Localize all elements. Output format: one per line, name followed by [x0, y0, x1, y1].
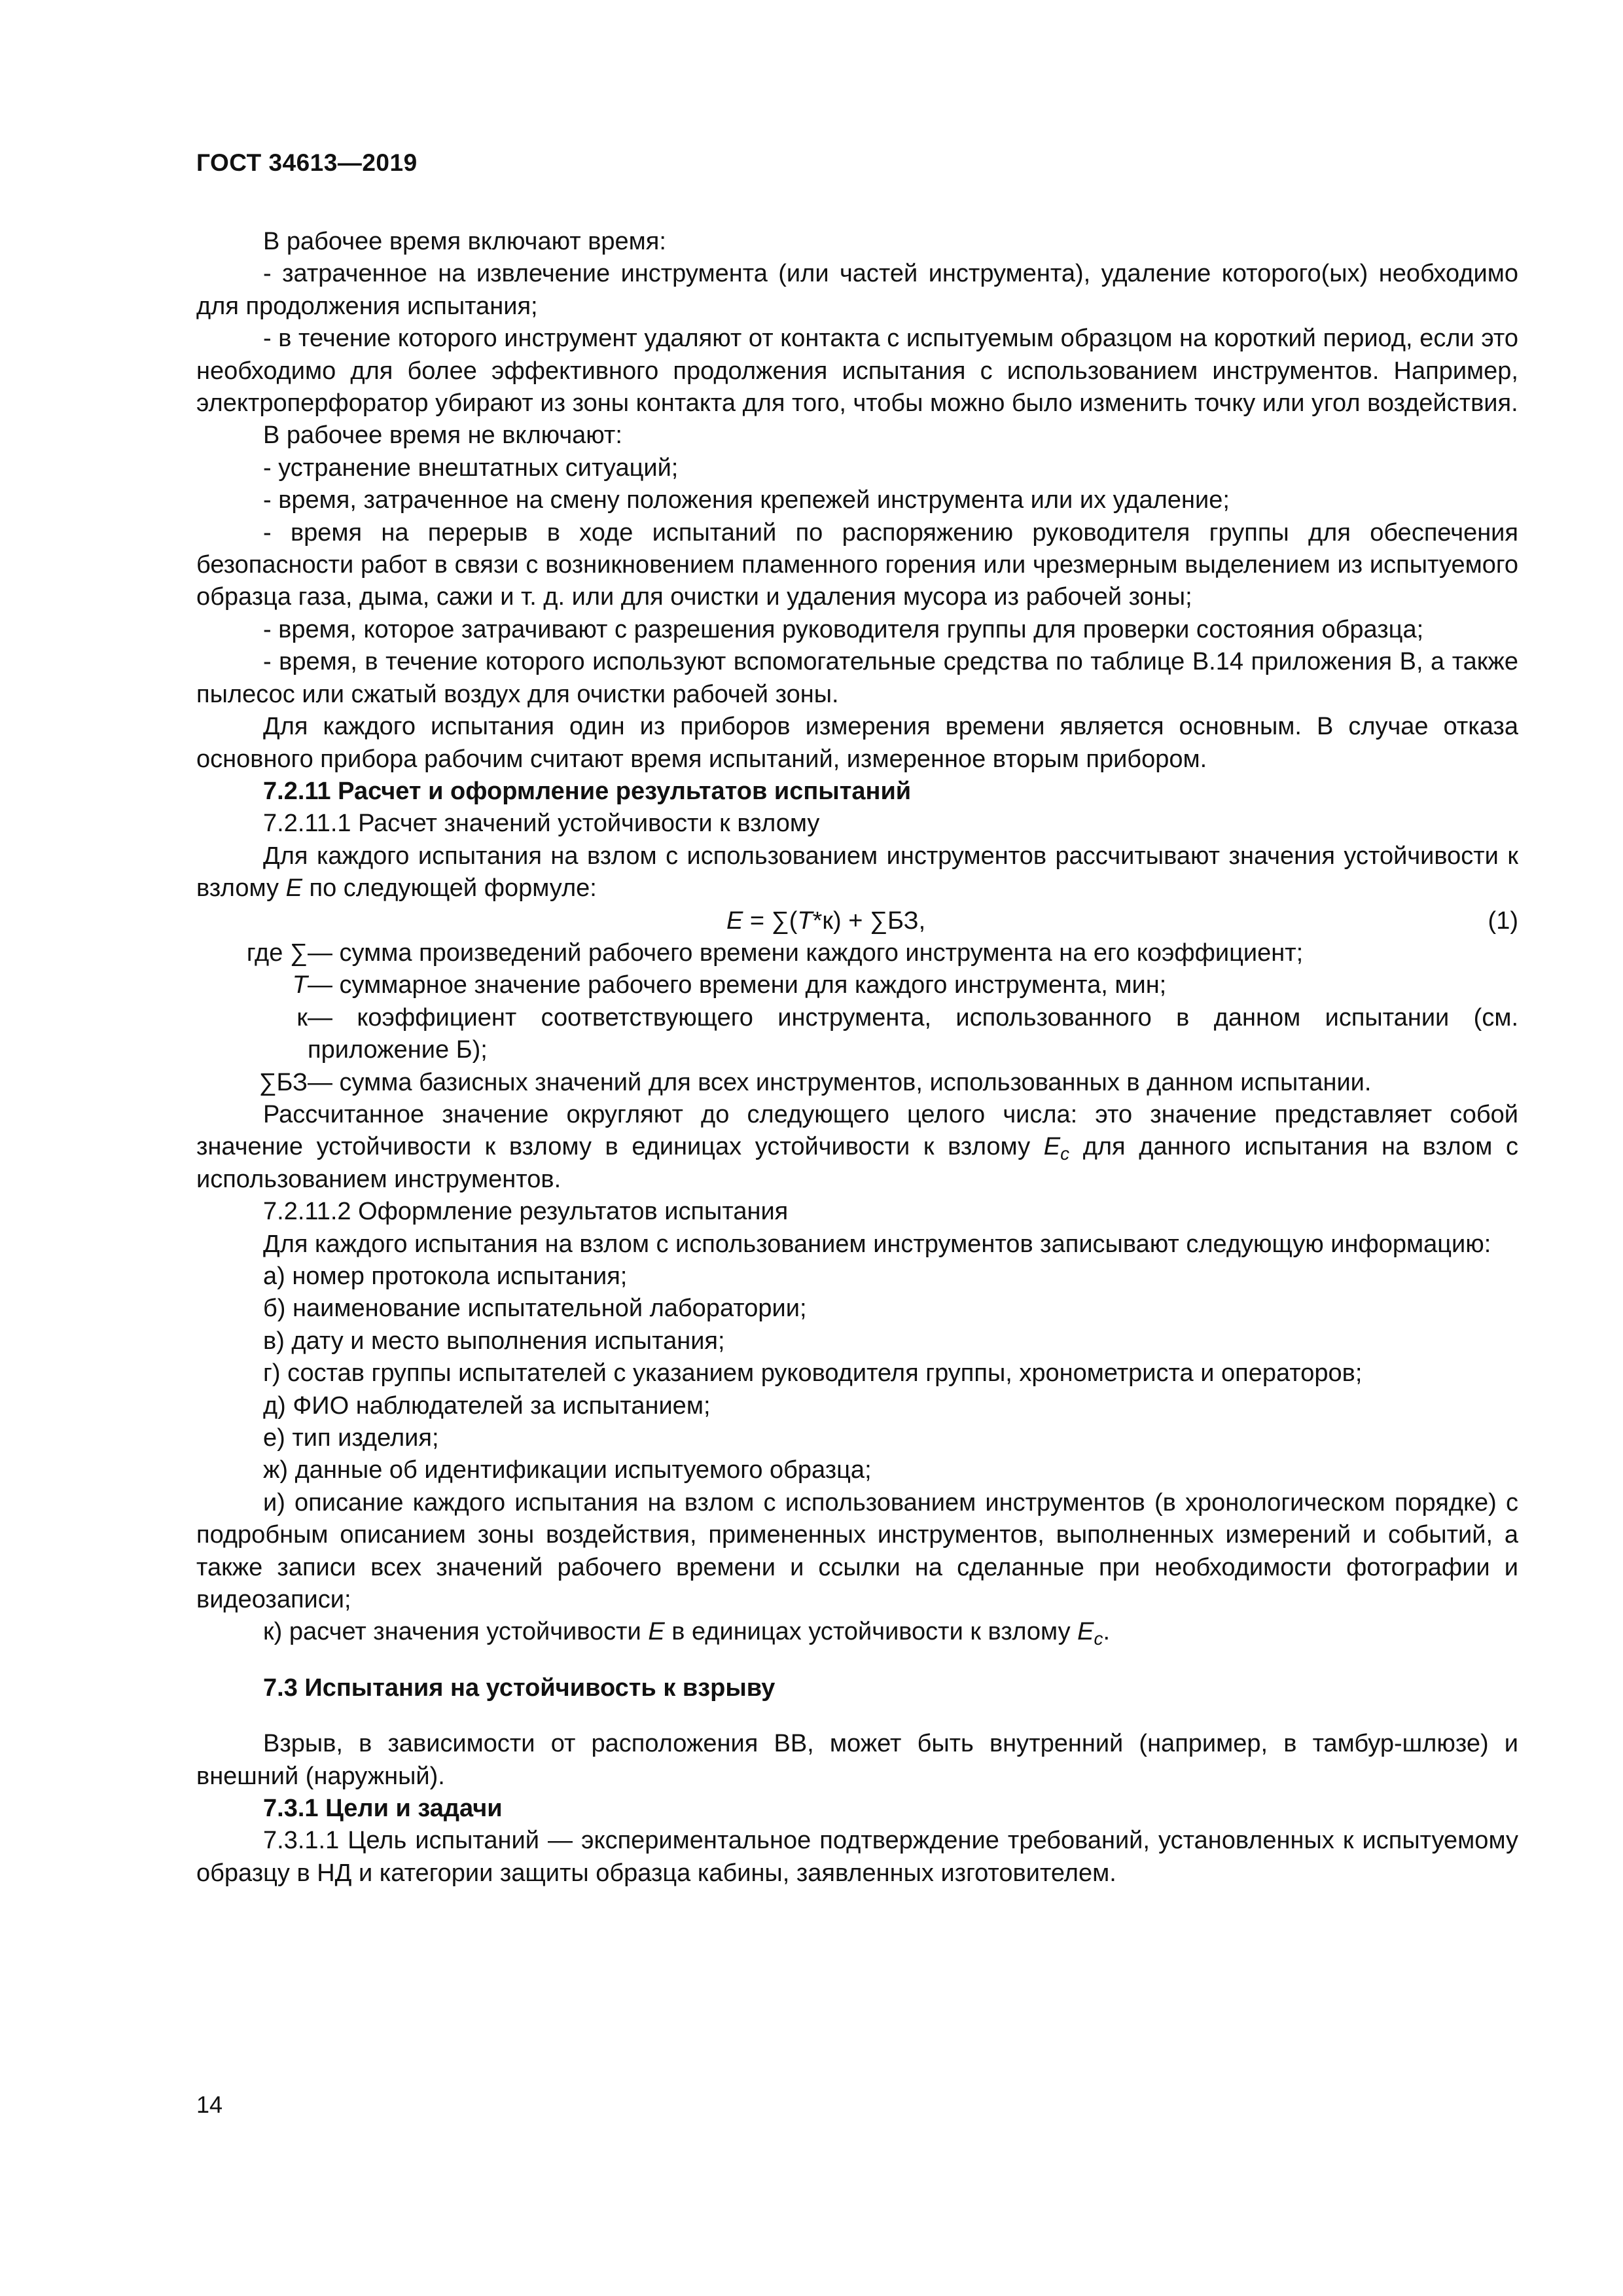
list-item: в) дату и место выполнения испытания;	[263, 1327, 725, 1355]
paragraph: Для каждого испытания один из приборов измерения времени является основным. В случае отказа основного прибора рабочим считают время испытаний, измеренное вторым прибором.	[196, 713, 1518, 773]
legend-symbol: ∑БЗ	[259, 1068, 308, 1096]
legend-lead: где	[246, 939, 283, 967]
formula-rest: *к) + ∑БЗ,	[812, 906, 926, 935]
text-run: в единицах устойчивости к взлому	[664, 1618, 1078, 1646]
legend-symbol: T	[292, 971, 308, 999]
section-heading-7-3: 7.3 Испытания на устойчивость к взрыву	[263, 1674, 776, 1702]
subscript-c: c	[1060, 1143, 1070, 1164]
section-heading-7-2-11: 7.2.11 Расчет и оформление результатов испытаний	[263, 777, 912, 805]
text-run: к) расчет значения устойчивости	[263, 1618, 649, 1646]
section-heading-7-3-1: 7.3.1 Цели и задачи	[263, 1795, 503, 1823]
formula-1	[196, 905, 1518, 937]
variable-e: E	[1077, 1618, 1094, 1646]
legend-symbol	[247, 937, 308, 969]
subscript-c: c	[1094, 1628, 1103, 1649]
list-item: ж) данные об идентификации испытуемого образца;	[263, 1456, 872, 1484]
legend-symbol: к	[296, 1003, 308, 1031]
list-item: г) состав группы испытателей с указанием руководителя группы, хронометриста и операторов;	[263, 1359, 1363, 1388]
formula-legend	[196, 937, 1518, 1099]
legend-row	[196, 1067, 1518, 1099]
paragraph	[196, 1099, 1518, 1196]
list-item: д) ФИО наблюдателей за испытанием;	[263, 1391, 711, 1420]
paragraph: - устранение внештатных ситуаций;	[263, 454, 679, 482]
text-run: Для каждого испытания на взлом с использованием инструментов рассчитывают значения устойчивости к взлому	[196, 842, 1518, 903]
legend-text: — сумма базисных значений для всех инструментов, использованных в данном испытании.	[308, 1068, 1372, 1096]
formula-expression	[726, 905, 925, 937]
formula-number: (1)	[1488, 906, 1518, 935]
subsection-heading-7-2-11-2: 7.2.11.2 Оформление результатов испытания	[263, 1198, 789, 1226]
page-body	[196, 226, 1518, 1890]
paragraph: - в течение которого инструмент удаляют от контакта с испытуемым образцом на короткий период, если это необходимо для более эффективного продолжения испытания с использованием инструментов. Например, электроперфоратор убирают из зоны контакта для того, чтобы можно было изменить точку или угол воздействия.	[196, 325, 1518, 418]
paragraph: В рабочее время включают время:	[263, 228, 666, 255]
paragraph	[196, 840, 1518, 905]
text-run: по следующей формуле:	[302, 874, 597, 903]
legend-text: — сумма произведений рабочего времени каждого инструмента на его коэффициент;	[308, 939, 1304, 967]
paragraph: Для каждого испытания на взлом с использованием инструментов записывают следующую информацию:	[263, 1230, 1491, 1258]
list-item: и) описание каждого испытания на взлом с использованием инструментов (в хронологическом порядке) с подробным описанием зоны воздействия, примененных инструментов, выполненных измерений и событий, а также записи всех значений рабочего времени и ссылки на сделанные при необходимости фотографии и видеозаписи;	[196, 1488, 1518, 1614]
legend-text: — коэффициент соответствующего инструмента, использованного в данном испытании (см. приложение Б);	[308, 1003, 1518, 1064]
variable-e: E	[648, 1618, 665, 1646]
paragraph: - время, в течение которого используют вспомогательные средства по таблице В.14 приложения В, а также пылесос или сжатый воздух для очистки рабочей зоны.	[196, 648, 1518, 708]
text-run: Рассчитанное значение округляют до следующего целого числа: это значение представляет собой значение устойчивости к взлому в единицах устойчивости к взлому	[196, 1100, 1518, 1161]
formula-eq: = ∑(	[743, 906, 798, 935]
list-item: е) тип изделия;	[263, 1424, 439, 1452]
paragraph: 7.3.1.1 Цель испытаний — экспериментальное подтверждение требований, установленных к испытуемому образцу в НД и категории защиты образца кабины, заявленных изготовителем.	[196, 1827, 1518, 1887]
document-header: ГОСТ 34613—2019	[196, 149, 418, 176]
paragraph: - затраченное на извлечение инструмента (или частей инструмента), удаление которого(ых) необходимо для продолжения испытания;	[196, 260, 1518, 320]
text-run: для данного испытания на взлом с использованием инструментов.	[196, 1133, 1518, 1193]
legend-row	[196, 969, 1518, 1001]
paragraph: - время, затраченное на смену положения крепежей инструмента или их удаление;	[263, 486, 1230, 514]
list-item: а) номер протокола испытания;	[263, 1262, 628, 1290]
legend-row	[196, 1002, 1518, 1067]
paragraph: - время, которое затрачивают с разрешения руководителя группы для проверки состояния образца;	[263, 615, 1424, 643]
list-item	[196, 1616, 1518, 1648]
legend-sym: ∑	[289, 939, 308, 967]
list-item: б) наименование испытательной лаборатории;	[263, 1295, 807, 1323]
variable-e: E	[1043, 1133, 1061, 1161]
paragraph: В рабочее время не включают:	[263, 422, 622, 450]
variable-e: E	[285, 874, 302, 903]
formula-t: T	[797, 906, 813, 935]
page-number: 14	[196, 2091, 223, 2118]
formula-lhs: E	[726, 906, 743, 935]
legend-row	[196, 937, 1518, 969]
paragraph: Взрыв, в зависимости от расположения ВВ, может быть внутренний (например, в тамбур-шлюзе) и внешний (наружный).	[196, 1730, 1518, 1790]
subsection-heading-7-2-11-1: 7.2.11.1 Расчет значений устойчивости к взлому	[263, 810, 820, 838]
legend-text: — суммарное значение рабочего времени для каждого инструмента, мин;	[308, 971, 1167, 999]
paragraph: - время на перерыв в ходе испытаний по распоряжению руководителя группы для обеспечения безопасности работ в связи с возникновением пламенного горения или чрезмерным выделением из испытуемого образца газа, дыма, сажи и т. д. или для очистки и удаления мусора из рабочей зоны;	[196, 518, 1518, 611]
text-run: .	[1103, 1618, 1111, 1646]
